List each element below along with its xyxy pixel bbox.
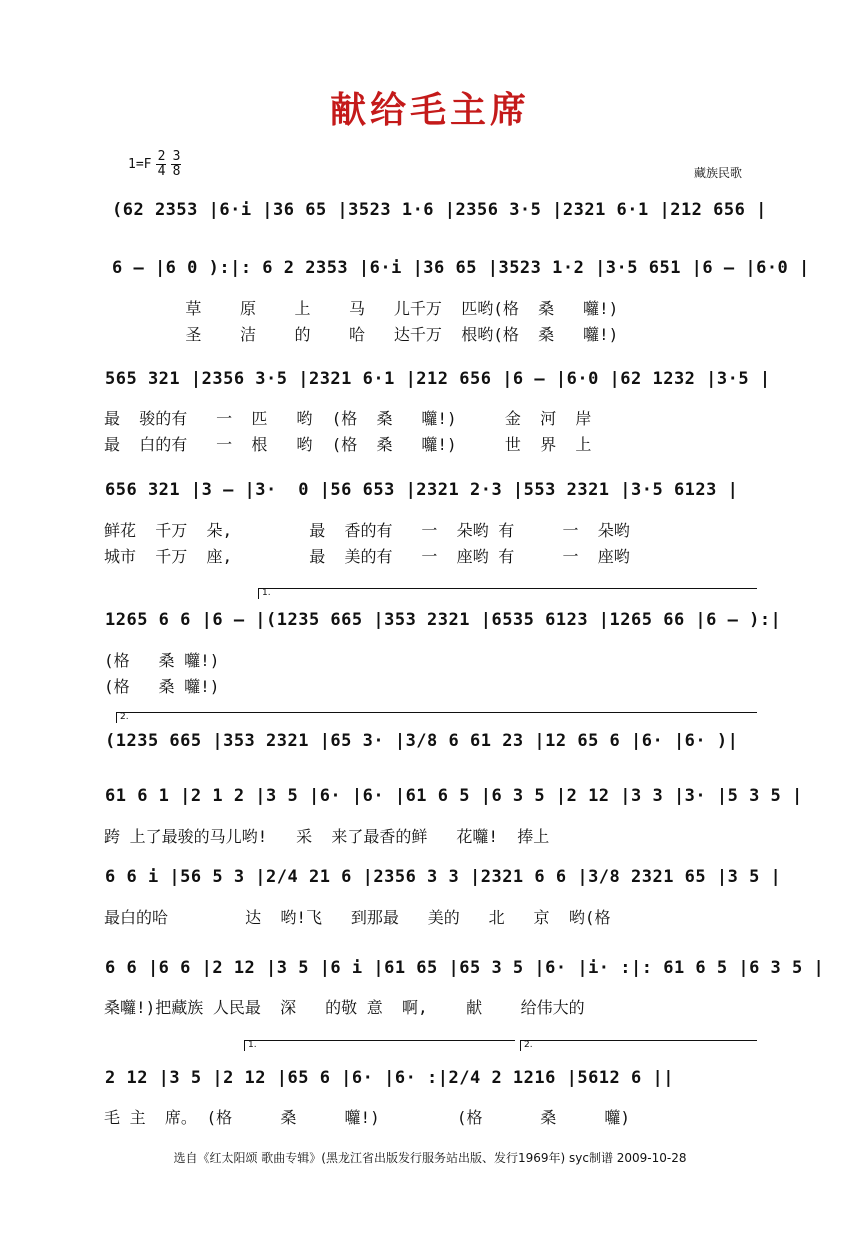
song-title: 献给毛主席 xyxy=(329,89,530,131)
notation-line: 6 6 i |56 5 3 |2/4 21 6 |2356 3 3 |2321 6 6 |3/8 2321 65 |3 5 | xyxy=(105,867,782,887)
notation-line: 6 6 |6 6 |2 12 |3 5 |6 i |61 65 |65 3 5 |6· |i· :|: 61 6 5 |6 3 5 | xyxy=(105,958,825,978)
lyric-line: (格 桑 囖!) xyxy=(104,651,220,670)
notation-line: 565 321 |2356 3·5 |2321 6·1 |212 656 |6 — |6·0 |62 1232 |3·5 | xyxy=(105,369,771,389)
volta-bracket-1: 1. xyxy=(244,1040,515,1051)
notation-line: (1235 665 |353 2321 |65 3· |3/8 6 61 23 |12 65 6 |6· |6· )| xyxy=(105,731,739,751)
source-footer: 选自《红太阳颂 歌曲专辑》(黑龙江省出版发行服务站出版、发行1969年) syc制谱 2009-10-28 xyxy=(173,1151,687,1165)
lyric-line: 鲜花 千万 朵, 最 香的有 一 朵哟 有 一 朵哟 xyxy=(104,521,630,540)
lyric-line: 圣 洁 的 哈 达千万 根哟(格 桑 囖!) xyxy=(118,325,619,344)
notation-line: 61 6 1 |2 1 2 |3 5 |6· |6· |61 6 5 |6 3 5 |2 12 |3 3 |3· |5 3 5 | xyxy=(105,786,803,806)
volta-bracket-2: 2. xyxy=(116,712,757,723)
notation-line: 656 321 |3 — |3· 0 |56 653 |2321 2·3 |553 2321 |3·5 6123 | xyxy=(105,480,739,500)
lyric-line: 最 骏的有 一 匹 哟 (格 桑 囖!) 金 河 岸 xyxy=(104,409,592,428)
lyric-line: 桑囖!)把藏族 人民最 深 的敬 意 啊, 献 给伟大的 xyxy=(104,998,585,1017)
lyric-line: 最白的哈 达 哟!飞 到那最 美的 北 京 哟(格 xyxy=(104,908,611,927)
song-origin: 藏族民歌 xyxy=(693,166,742,180)
notation-line: 1265 6 6 |6 — |(1235 665 |353 2321 |6535 6123 |1265 66 |6 — ):| xyxy=(105,610,782,630)
lyric-line: 跨 上了最骏的马儿哟! 采 来了最香的鲜 花囖! 捧上 xyxy=(104,827,550,846)
key-signature xyxy=(128,150,181,179)
volta-bracket-2: 2. xyxy=(520,1040,757,1051)
notation-line: 6 — |6 0 ):|: 6 2 2353 |6·i |36 65 |3523 1·2 |3·5 651 |6 — |6·0 | xyxy=(112,258,810,278)
lyric-line: 草 原 上 马 儿千万 匹哟(格 桑 囖!) xyxy=(118,299,619,318)
lyric-line: (格 桑 囖!) xyxy=(104,677,220,696)
time-signature: $\frac{3}{8}$ xyxy=(172,149,181,179)
notation-line: (62 2353 |6·i |36 65 |3523 1·6 |2356 3·5 |2321 6·1 |212 656 | xyxy=(112,200,767,220)
time-signature: $\frac{2}{4}$ xyxy=(157,149,166,179)
lyric-line: 最 白的有 一 根 哟 (格 桑 囖!) 世 界 上 xyxy=(104,435,592,454)
lyric-line: 城市 千万 座, 最 美的有 一 座哟 有 一 座哟 xyxy=(104,547,630,566)
notation-line: 2 12 |3 5 |2 12 |65 6 |6· |6· :|2/4 2 1216 |5612 6 || xyxy=(105,1068,674,1088)
lyric-line: 毛 主 席。 (格 桑 囖!) (格 桑 囖) xyxy=(104,1108,631,1127)
key-label: 1=F xyxy=(128,157,152,172)
volta-bracket-1: 1. xyxy=(258,588,757,599)
